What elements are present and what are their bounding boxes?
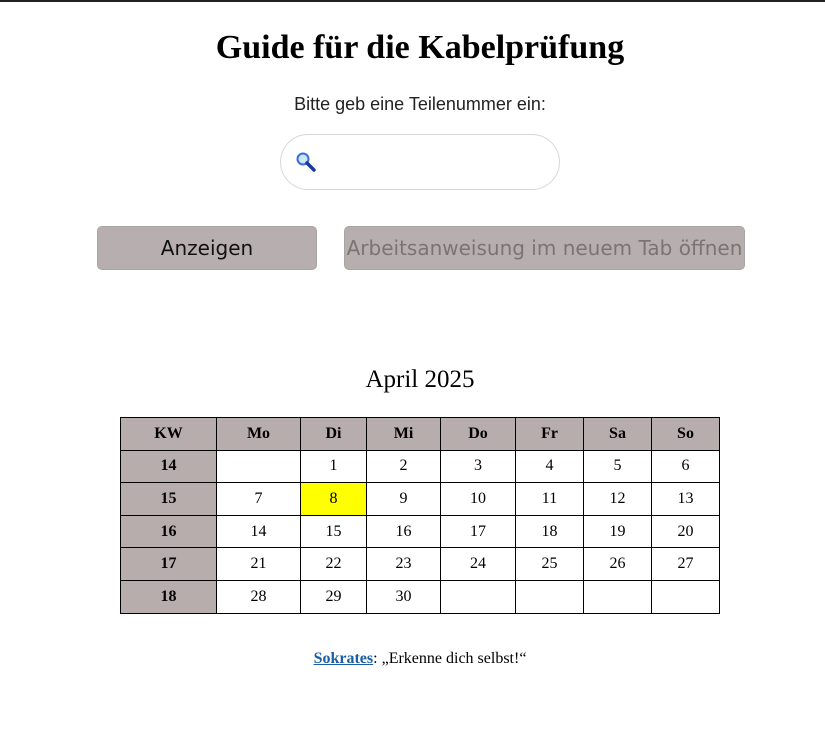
calendar-table — [120, 417, 720, 614]
day-cell: 13 — [652, 483, 720, 516]
calendar-week-row — [121, 580, 720, 613]
day-cell: 4 — [516, 450, 584, 483]
calendar-week-row — [121, 483, 720, 516]
part-number-input[interactable] — [325, 145, 549, 181]
header-di: Di — [301, 418, 367, 451]
calendar-week-row — [121, 450, 720, 483]
header-mo: Mo — [217, 418, 301, 451]
show-button[interactable]: Anzeigen — [97, 226, 317, 270]
top-border — [0, 0, 825, 2]
day-cell: 18 — [516, 515, 584, 548]
open-instruction-new-tab-button[interactable]: Arbeitsanweisung im neuem Tab öffnen — [344, 226, 745, 270]
header-kw: KW — [121, 418, 217, 451]
search-box[interactable] — [280, 134, 560, 190]
day-cell: 21 — [217, 548, 301, 581]
day-cell — [652, 580, 720, 613]
day-cell-today: 8 — [301, 483, 367, 516]
week-number: 18 — [121, 580, 217, 613]
calendar-week-row — [121, 515, 720, 548]
day-cell: 24 — [441, 548, 516, 581]
day-cell: 17 — [441, 515, 516, 548]
day-cell: 22 — [301, 548, 367, 581]
day-cell: 20 — [652, 515, 720, 548]
week-number: 14 — [121, 450, 217, 483]
calendar-month-label: April 2025 — [365, 366, 475, 393]
header-so: So — [652, 418, 720, 451]
day-cell — [584, 580, 652, 613]
week-number: 17 — [121, 548, 217, 581]
header-do: Do — [441, 418, 516, 451]
day-cell: 15 — [301, 515, 367, 548]
week-number: 16 — [121, 515, 217, 548]
day-cell: 3 — [441, 450, 516, 483]
day-cell: 14 — [217, 515, 301, 548]
part-number-prompt: Bitte geb eine Teilenummer ein: — [294, 94, 546, 114]
day-cell: 2 — [367, 450, 441, 483]
day-cell: 7 — [217, 483, 301, 516]
day-cell: 5 — [584, 450, 652, 483]
day-cell: 10 — [441, 483, 516, 516]
day-cell: 30 — [367, 580, 441, 613]
day-cell: 9 — [367, 483, 441, 516]
day-cell: 28 — [217, 580, 301, 613]
header-sa: Sa — [584, 418, 652, 451]
day-cell: 16 — [367, 515, 441, 548]
header-fr: Fr — [516, 418, 584, 451]
quote-separator: : — [373, 650, 382, 667]
day-cell: 1 — [301, 450, 367, 483]
magnifier-icon — [295, 151, 317, 173]
quote-text: „Erkenne dich selbst!“ — [381, 650, 527, 667]
page-title: Guide für die Kabelprüfung — [215, 29, 625, 66]
day-cell — [516, 580, 584, 613]
day-cell: 26 — [584, 548, 652, 581]
calendar-week-row — [121, 548, 720, 581]
header-mi: Mi — [367, 418, 441, 451]
calendar-header-row — [121, 418, 720, 451]
day-cell — [217, 450, 301, 483]
day-cell — [441, 580, 516, 613]
quote-line — [0, 648, 825, 670]
day-cell: 29 — [301, 580, 367, 613]
day-cell: 27 — [652, 548, 720, 581]
day-cell: 23 — [367, 548, 441, 581]
day-cell: 25 — [516, 548, 584, 581]
day-cell: 6 — [652, 450, 720, 483]
day-cell: 11 — [516, 483, 584, 516]
day-cell: 19 — [584, 515, 652, 548]
quote-author-link[interactable]: Sokrates — [313, 650, 374, 667]
day-cell: 12 — [584, 483, 652, 516]
week-number: 15 — [121, 483, 217, 516]
